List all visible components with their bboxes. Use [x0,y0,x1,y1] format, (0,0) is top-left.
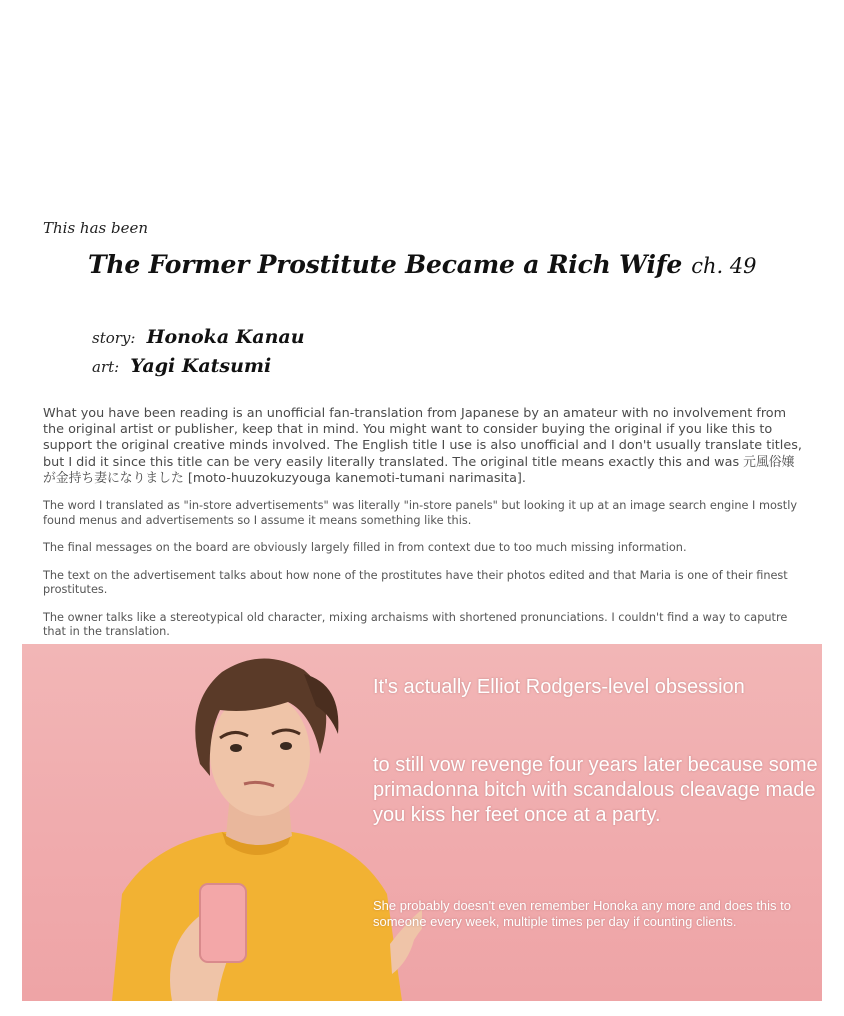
note-item: The owner talks like a stereotypical old character, mixing archaisms with shortened pronunciations. I couldn't find a way to caputre that in the translation. [43,610,788,639]
art-role-label: art: [92,358,120,376]
chapter-number: ch. 49 [691,254,757,278]
title-line [88,250,757,279]
note-item: The text on the advertisement talks about how none of the prostitutes have their photos edited and that Maria is one of their finest prostitutes. [43,568,788,597]
caption-revenge: to still vow revenge four years later because some primadonna bitch with scandalous cleavage made you kiss her feet once at a party. [373,754,818,826]
page-title: The Former Prostitute Became a Rich Wife [88,250,683,279]
story-role-label: story: [92,329,136,347]
translation-disclaimer: What you have been reading is an unofficial fan-translation from Japanese by an amateur with no involvement from the original artist or publisher, keep that in mind. You might want to consider buying the original if you like this to support the original creative minds involved. The English title I use is also unofficial and I don't usually translate titles, but I did it since this title can be very easily literally translated. The original title means exactly this and was 元風俗嬢が金持ち妻になりました [moto-huuzokuzyouga kanemoti-tumani narimasita]. [43,406,802,486]
caption-honoka: She probably doesn't even remember Honoka any more and does this to someone every week, multiple times per day if counting clients. [373,898,792,929]
intro-text: This has been [43,219,149,237]
translator-notes [43,406,803,653]
art-author-name: Yagi Katsumi [130,355,272,377]
note-item: The final messages on the board are obviously largely filled in from context due to too much missing information. [43,541,687,555]
photo-panel [22,644,822,1001]
story-credit [92,326,305,348]
story-author-name: Honoka Kanau [146,326,305,348]
note-item: The word I translated as "in-store advertisements" was literally "in-store panels" but looking it up at an image search engine I mostly found menus and advertisements so I assume it means something like this. [43,499,798,527]
caption-obsession: It's actually Elliot Rodgers-level obsession [373,676,745,698]
art-credit [92,355,271,377]
